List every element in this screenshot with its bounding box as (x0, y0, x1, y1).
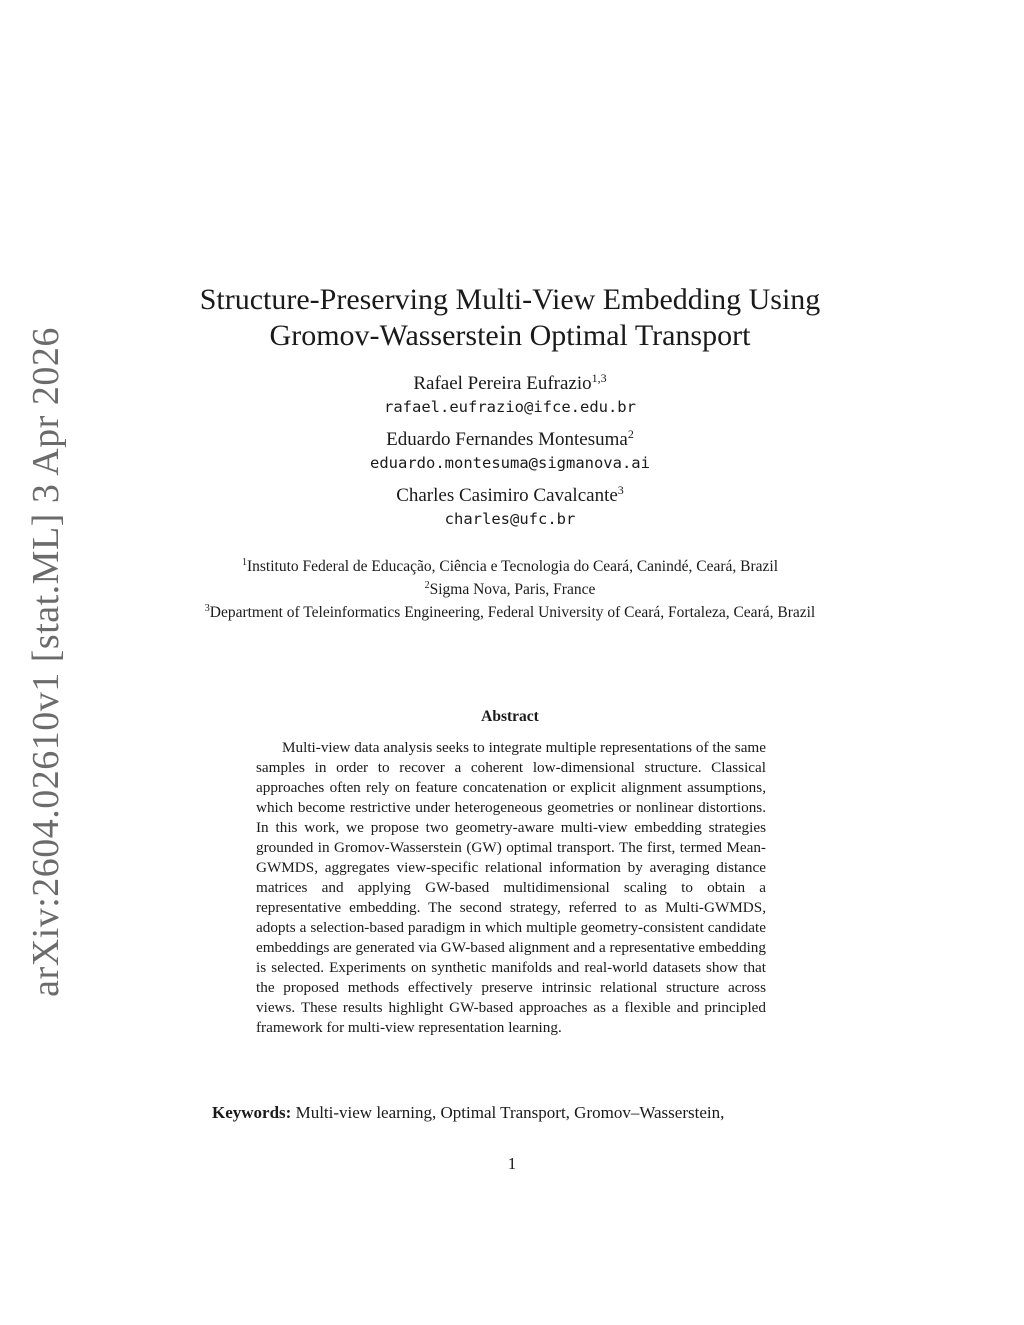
author-list (200, 372, 820, 540)
affiliation-list (200, 556, 820, 625)
abstract-body: Multi-view data analysis seeks to integrate multiple representations of the same samples in order to recover a coherent low-dimensional structure. Classical approaches often rely on feature concatenation or explicit alignment assumptions, which become restrictive under heterogeneous geometries or nonlinear distortions. In this work, we propose two geometry-aware multi-view embedding strategies grounded in Gromov-Wasserstein (GW) optimal transport. The first, termed Mean-GWMDS, aggregates view-specific relational information by averaging distance matrices and applying GW-based multidimensional scaling to obtain a representative embedding. The second strategy, referred to as Multi-GWMDS, adopts a selection-based paradigm in which multiple geometry-consistent candidate embeddings are generated via GW-based alignment and a representative embedding is selected. Experiments on synthetic manifolds and real-world datasets show that the proposed methods effectively preserve intrinsic relational structure across views. These results highlight GW-based approaches as a flexible and principled framework for multi-view representation learning. (256, 739, 766, 1036)
keywords-label: Keywords: (212, 1103, 292, 1122)
author-affiliation-mark: 1,3 (591, 371, 607, 385)
author-affiliation-mark: 3 (617, 483, 624, 497)
author-block (200, 372, 820, 418)
author-name: Eduardo Fernandes Montesuma$^2$ (386, 427, 634, 450)
affiliation-item: $^2$Sigma Nova, Paris, France (424, 580, 596, 598)
keywords-text: Multi-view learning, Optimal Transport, Gromov–Wasserstein, (295, 1103, 725, 1122)
affiliation-item: $^1$Instituto Federal de Educação, Ciência e Tecnologia do Ceará, Canindé, Ceará, Brazil (241, 557, 779, 575)
arxiv-identifier-text: arXiv:2604.02610v1 [stat.ML] 3 Apr 2026 (25, 327, 67, 997)
author-email: charles@ufc.br (444, 510, 576, 528)
arxiv-identifier-stamp (20, 327, 72, 997)
affiliation-item: $^3$Department of Teleinformatics Engineering, Federal University of Ceará, Fortaleza, Ceará, Brazil (204, 603, 816, 621)
keywords-line (212, 1102, 832, 1124)
author-email: eduardo.montesuma@sigmanova.ai (370, 454, 650, 472)
author-name: Rafael Pereira Eufrazio$^{1,3}$ (413, 371, 607, 394)
page-number: 1 (507, 1154, 517, 1173)
author-name: Charles Casimiro Cavalcante$^3$ (396, 483, 624, 506)
author-block (200, 484, 820, 530)
author-affiliation-mark: 2 (627, 427, 634, 441)
paper-title-line-2: Gromov-Wasserstein Optimal Transport (269, 319, 751, 352)
author-block (200, 428, 820, 474)
author-email: rafael.eufrazio@ifce.edu.br (384, 398, 636, 416)
abstract-heading: Abstract (481, 708, 539, 725)
paper-title (140, 282, 880, 354)
paper-title-line-1: Structure-Preserving Multi-View Embedding Using (199, 283, 821, 316)
